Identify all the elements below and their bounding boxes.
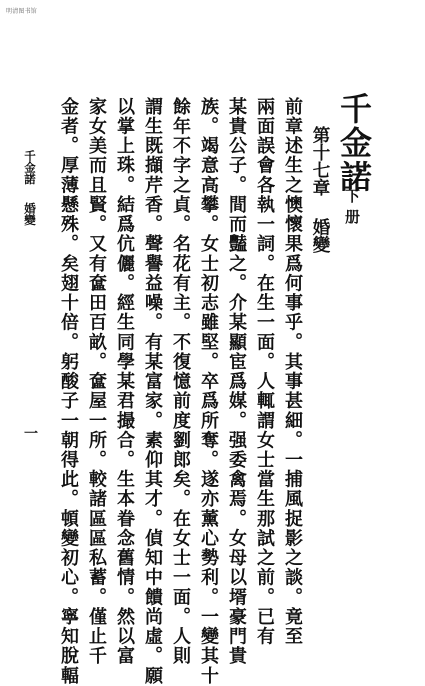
page-number: 一 <box>22 426 38 440</box>
body-column: 前章述生之懊懷果爲何事乎。其事甚細。一捕風捉影之談。竟至 <box>282 97 303 647</box>
body-column: 以掌上珠。結爲伉儷。經生同學某君撮合。生本眷念舊情。然以富 <box>114 97 135 666</box>
body-column: 餘年不字之貞。名花有主。不復憶前度劉郎矣。在女士一面。人則 <box>170 97 191 666</box>
body-column: 族。竭意高攀。女士初志雖堅。卒爲所奪。遂亦薰心勢利。一變其十 <box>198 97 219 686</box>
book-title: 千金諾 <box>335 92 373 194</box>
running-head-section: 婚變 <box>23 202 37 226</box>
volume-label: 下册 <box>343 188 361 230</box>
chapter-number: 第十七章 <box>310 126 330 196</box>
body-column: 某貴公子。間而豔之。介某顯宦爲媒。强委禽焉。女母以壻豪門貴 <box>226 97 247 666</box>
body-column: 謂生既擷芹香。聲譽益噪。有某富家。素仰其才。偵知中饋尚虛。願 <box>142 97 163 686</box>
body-column: 兩面誤會各執一詞。在生一面。人輒謂女士當生那試之前。已有 <box>254 97 275 647</box>
running-head <box>22 150 38 226</box>
running-head-title: 千金諾 <box>23 150 37 185</box>
chapter-heading <box>306 126 334 253</box>
library-watermark: 明清图书馆 <box>6 8 38 15</box>
chapter-title: 婚變 <box>310 218 330 253</box>
body-column: 金者。厚薄懸殊。矣翅十倍。躬酸子一朝得此。頓變初心。寧知脫輻 <box>58 97 79 686</box>
body-column: 家女美而且賢。又有奩田百畝。奩屋一所。較諸區區私蓄。僅止千 <box>86 97 107 666</box>
